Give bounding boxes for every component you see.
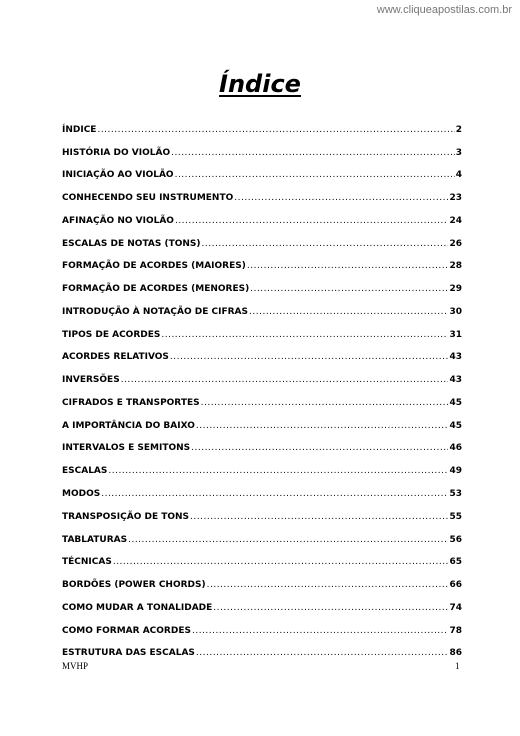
toc-dot-leader <box>234 192 448 204</box>
toc-entry[interactable] <box>62 231 462 254</box>
toc-entry[interactable] <box>62 572 462 595</box>
toc-entry-label: BORDÕES (POWER CHORDS) <box>62 580 206 591</box>
toc-entry[interactable] <box>62 276 462 299</box>
toc-entry-label: TABLATURAS <box>62 534 128 545</box>
toc-entry[interactable] <box>62 254 462 277</box>
toc-dot-leader <box>201 397 449 409</box>
toc-dot-leader <box>170 351 449 363</box>
toc-entry-page: 23 <box>449 193 462 204</box>
toc-entry-page: 43 <box>449 375 462 386</box>
toc-entry[interactable] <box>62 550 462 573</box>
toc-entry-page: 29 <box>449 284 462 295</box>
toc-dot-leader <box>196 647 449 659</box>
toc-entry-page: 49 <box>449 466 462 477</box>
toc-entry-label: INTERVALOS E SEMITONS <box>62 443 191 454</box>
toc-dot-leader <box>213 602 448 614</box>
toc-entry[interactable] <box>62 117 462 140</box>
toc-entry-label: FORMAÇÃO DE ACORDES (MENORES) <box>62 284 250 295</box>
toc-dot-leader <box>250 283 448 295</box>
toc-entry-page: 46 <box>449 443 462 454</box>
toc-entry-page: 55 <box>449 511 462 522</box>
watermark-url[interactable]: www.cliqueapostilas.com.br <box>376 4 512 16</box>
toc-entry-label: TÉCNICAS <box>62 557 112 568</box>
toc-entry-label: TIPOS DE ACORDES <box>62 329 161 340</box>
toc-dot-leader <box>249 306 448 318</box>
toc-dot-leader <box>101 488 448 500</box>
toc-entry-page: 45 <box>449 420 462 431</box>
toc-entry[interactable] <box>62 481 462 504</box>
toc-entry-page: 86 <box>449 648 462 659</box>
toc-entry-label: ÍNDICE <box>62 124 97 135</box>
toc-entry-label: ESTRUTURA DAS ESCALAS <box>62 648 195 659</box>
toc-entry[interactable] <box>62 322 462 345</box>
toc-entry-label: COMO FORMAR ACORDES <box>62 625 191 636</box>
toc-dot-leader <box>175 169 455 181</box>
toc-dot-leader <box>113 556 449 568</box>
toc-dot-leader <box>121 374 449 386</box>
toc-entry-page: 66 <box>449 580 462 591</box>
toc-entry[interactable] <box>62 527 462 550</box>
toc-dot-leader <box>161 329 448 341</box>
toc-entry-page: 4 <box>455 170 462 181</box>
footer-page-number: 1 <box>455 661 460 671</box>
toc-entry-page: 3 <box>455 147 462 158</box>
toc-entry[interactable] <box>62 345 462 368</box>
toc-entry-label: CONHECENDO SEU INSTRUMENTO <box>62 193 234 204</box>
toc-entry[interactable] <box>62 595 462 618</box>
toc-entry-label: CIFRADOS E TRANSPORTES <box>62 397 200 408</box>
table-of-contents <box>62 117 462 663</box>
toc-entry-label: MODOS <box>62 489 101 500</box>
toc-entry-page: 74 <box>449 602 462 613</box>
toc-entry[interactable] <box>62 618 462 641</box>
toc-dot-leader <box>207 579 449 591</box>
toc-entry[interactable] <box>62 413 462 436</box>
toc-entry-page: 45 <box>449 397 462 408</box>
toc-entry-label: A IMPORTÂNCIA DO BAIXO <box>62 420 195 431</box>
page-title: Índice <box>219 70 301 98</box>
toc-entry[interactable] <box>62 367 462 390</box>
toc-entry-label: INICIAÇÃO AO VIOLÃO <box>62 170 174 181</box>
toc-entry-page: 65 <box>449 557 462 568</box>
toc-dot-leader <box>190 511 448 523</box>
toc-entry[interactable] <box>62 390 462 413</box>
toc-entry-label: FORMAÇÃO DE ACORDES (MAIORES) <box>62 261 246 272</box>
toc-entry-page: 53 <box>449 489 462 500</box>
toc-dot-leader <box>192 625 449 637</box>
toc-dot-leader <box>171 147 455 159</box>
toc-entry-page: 24 <box>449 215 462 226</box>
toc-dot-leader <box>202 238 449 250</box>
toc-dot-leader <box>191 442 448 454</box>
toc-entry-page: 26 <box>449 238 462 249</box>
toc-entry[interactable] <box>62 436 462 459</box>
toc-entry[interactable] <box>62 299 462 322</box>
toc-entry[interactable] <box>62 140 462 163</box>
toc-entry-label: ESCALAS <box>62 466 108 477</box>
toc-entry-page: 56 <box>449 534 462 545</box>
toc-entry-page: 2 <box>455 124 462 135</box>
toc-entry-label: ACORDES RELATIVOS <box>62 352 169 363</box>
toc-dot-leader <box>247 260 449 272</box>
toc-entry[interactable] <box>62 504 462 527</box>
toc-entry-label: ESCALAS DE NOTAS (TONS) <box>62 238 201 249</box>
toc-entry[interactable] <box>62 208 462 231</box>
toc-entry-label: INTRODUÇÃO À NOTAÇÃO DE CIFRAS <box>62 306 249 317</box>
toc-dot-leader <box>108 465 448 477</box>
toc-entry[interactable] <box>62 185 462 208</box>
toc-entry[interactable] <box>62 641 462 664</box>
toc-dot-leader <box>97 124 454 136</box>
toc-entry-label: TRANSPOSIÇÃO DE TONS <box>62 511 190 522</box>
toc-dot-leader <box>196 420 449 432</box>
toc-entry[interactable] <box>62 458 462 481</box>
toc-entry[interactable] <box>62 163 462 186</box>
toc-entry-label: INVERSÕES <box>62 375 120 386</box>
toc-dot-leader <box>128 534 448 546</box>
toc-entry-label: HISTÓRIA DO VIOLÃO <box>62 147 171 158</box>
toc-entry-page: 78 <box>449 625 462 636</box>
toc-entry-label: AFINAÇÃO NO VIOLÃO <box>62 215 174 226</box>
toc-entry-page: 43 <box>449 352 462 363</box>
footer-author: MVHP <box>62 661 89 671</box>
toc-entry-page: 30 <box>449 306 462 317</box>
toc-dot-leader <box>175 215 449 227</box>
toc-entry-label: COMO MUDAR A TONALIDADE <box>62 602 213 613</box>
toc-entry-page: 28 <box>449 261 462 272</box>
toc-entry-page: 31 <box>449 329 462 340</box>
